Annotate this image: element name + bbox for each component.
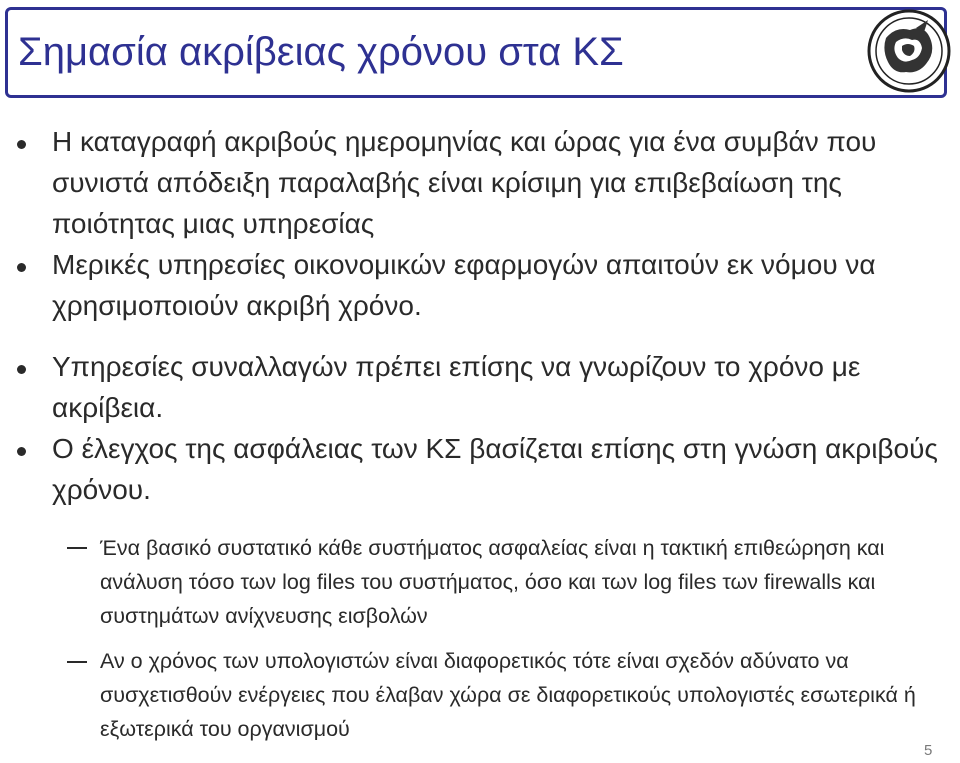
sub-bullet-dash-icon <box>67 547 87 549</box>
university-seal-icon <box>866 8 952 94</box>
sub-bullet-dash-icon <box>67 661 87 663</box>
bullet-dot-icon <box>17 447 26 456</box>
page-number: 5 <box>924 742 933 759</box>
bullet-3: Υπηρεσίες συναλλαγών πρέπει επίσης να γνωρίζουν το χρόνο με ακρίβεια. <box>52 351 861 423</box>
sub-bullet-2: Αν ο χρόνος των υπολογιστών είναι διαφορετικός τότε είναι σχεδόν αδύνατο να συσχετισθούν ενέργειες που έλαβαν χώρα σε διαφορετικούς υπολογιστές εσωτερικά ή εξωτερικά του οργανισμού <box>100 649 916 741</box>
bullet-4: Ο έλεγχος της ασφάλειας των ΚΣ βασίζεται επίσης στη γνώση ακριβούς χρόνου. <box>52 433 938 505</box>
bullet-dot-icon <box>17 263 26 272</box>
bullet-dot-icon <box>17 365 26 374</box>
slide-title: Σημασία ακρίβειας χρόνου στα ΚΣ <box>18 30 624 74</box>
bullet-2: Μερικές υπηρεσίες οικονομικών εφαρμογών απαιτούν εκ νόμου να χρησιμοποιούν ακριβή χρόνο. <box>52 249 876 321</box>
title-frame <box>5 7 947 98</box>
sub-bullet-1: Ένα βασικό συστατικό κάθε συστήματος ασφαλείας είναι η τακτική επιθεώρηση και ανάλυση τόσο των log files του συστήματος, όσο και των log files των firewalls και συστημάτων ανίχνευσης εισβολών <box>100 536 885 628</box>
bullet-dot-icon <box>17 140 26 149</box>
bullet-1: Η καταγραφή ακριβούς ημερομηνίας και ώρας για ένα συμβάν που συνιστά απόδειξη παραλαβής είναι κρίσιμη για επιβεβαίωση της ποιότητας μιας υπηρεσίας <box>52 126 877 239</box>
